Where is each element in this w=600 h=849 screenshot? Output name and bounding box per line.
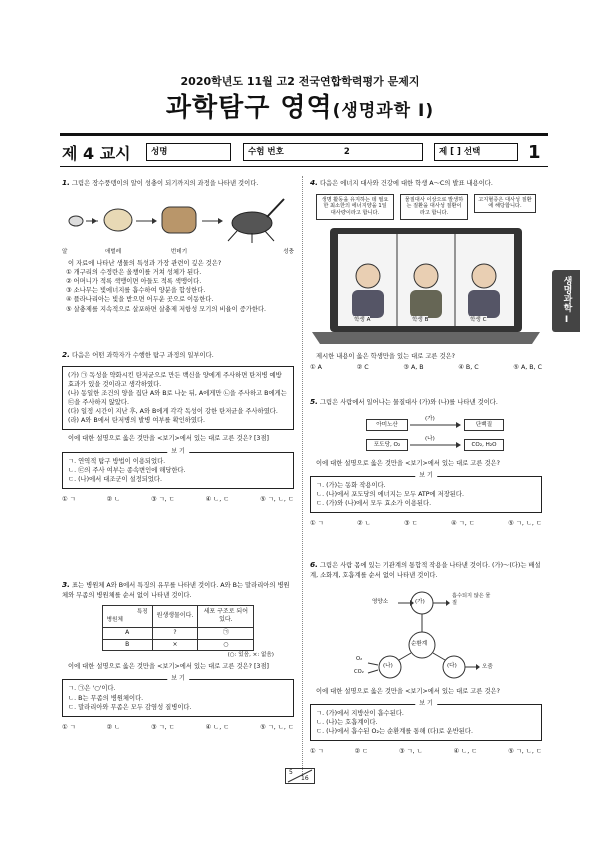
column-separator [302,176,303,776]
choice-1[interactable]: ① ㄱ [62,723,76,731]
exam-heading: 2020학년도 11월 고2 전국연합학력평가 문제지 [180,75,420,88]
amino-acid-box: 아미노산 [366,419,408,431]
option-4[interactable]: ④ 플라나리아는 빛을 받으면 어두운 곳으로 이동한다. [66,296,214,304]
student-a-label: 학생 A [354,316,371,323]
header-rule-bottom [60,166,548,167]
beetle-lifecycle-illustration [62,193,294,247]
choice-3[interactable]: ③ ㄱ, ㄴ [398,748,423,756]
co2-label: CO₂ [354,668,364,675]
choice-3[interactable]: ③ ㄷ [404,520,418,528]
choice-4[interactable]: ④ ㄱ, ㄷ [451,520,475,528]
name-field[interactable]: 성명 [146,143,231,161]
page-indicator: 5 16 [285,768,315,784]
answer-choices [62,495,294,504]
question-6: 6. 그림은 사람 몸에 있는 기관계의 통합적 작용을 나타낸 것이다. (가)～(다)는 배설계, 소화계, 호흡계를 순서 없이 나타낸 것이다. (가) 순환계 (나) (다) 영양소 흡수되지 않은 물질 O₂ CO₂ 오줌 이에 대한 설명으로 옳은 것만을 <보기>에서 있는 대로 고른 것은? 보 기 ㄱ. (가)에서 지방산이 흡수된다. ㄴ. (나)는 호흡계이다. ㄷ. (나)에서 흡수된 O₂는 순환계를 통해 (다)로 운반된다. ① ㄱ ② ㄷ ③ ㄱ, ㄴ ④ ㄴ, ㄷ ⑤ ㄱ, ㄴ, ㄷ [310,560,542,756]
choice-5[interactable]: ⑤ ㄱ, ㄴ, ㄷ [260,723,294,731]
organ-system-diagram [310,583,542,687]
choice-2[interactable]: ② C [356,363,369,371]
pathogen-table: 특징 병원체 원생생물이다. 세포 구조로 되어 있다. A ? ㉠ B × ○ [102,605,255,651]
speech-bubble-a: 생명 활동을 유지하는 데 필요한 최소한의 에너지양을 1일 대사량이라고 합니다. [316,194,394,220]
choice-5[interactable]: ⑤ ㄱ, ㄴ, ㄷ [260,495,294,503]
question-3: 3. 표는 병원체 A와 B에서 특징의 유무를 나타낸 것이다. A와 B는 말라리아의 병원체와 무좀의 병원체를 순서 없이 나타낸 것이다. 특징 병원체 원생생물이다. 세포 구조로 되어 있다. A ? ㉠ B × ○ (○: 있음, ×: 없음) 이에 대한 설명으로 옳은 것만을 <보기>에서 있는 대로 고른 것은? [3점] 보 기 ㄱ. ㉠은 '○'이다. ㄴ. B는 무좀의 병원체이다. ㄷ. 말라리아와 무좀은 모두 감염성 질병이다. ① ㄱ ② ㄴ ③ ㄱ, ㄷ ④ ㄴ, ㄷ ⑤ ㄱ, ㄴ, ㄷ [62,580,294,731]
speech-bubble-b: 물질대사 이상으로 발생하는 질환을 대사성 질환이라고 합니다. [400,194,468,220]
unabsorbed-label: 흡수되지 않은 물질 [452,592,491,606]
header-rule [60,133,548,136]
question-1: 1. 그림은 장수풍뎅이의 알이 성충이 되기까지의 과정을 나타낸 것이다. 알 애벌레 번데기 성충 이 자료에 나타난 생물의 특성과 가장 관련이 깊은 것은? ① 개구리의 수정란은 올챙이를 거쳐 성체가 된다. ② 어머니가 적록 색맹이면 아들도 적록 색맹이다. ③ 소나무는 빛에너지를 흡수하여 양분을 합성한다. ④ 플라나리아는 빛을 받으면 어두운 곳으로 이동한다. ⑤ 살충제를 지속적으로 살포하면 살충제 저항성 모기의 비율이 증가한다. [62,178,294,313]
protein-box: 단백질 [464,419,504,431]
choice-1[interactable]: ① ㄱ [310,520,324,528]
question-4: 4. 다음은 에너지 대사와 건강에 대한 학생 A～C의 발표 내용이다. 생명 활동을 유지하는 데 필요한 최소한의 에너지양을 1일 대사량이라고 합니다. 물질대사 이상으로 발생하는 질환을 대사성 질환이라고 합니다. 고지혈증은 대사성 질환에 해당합니다. 학생 A 학생 B 학생 C 제시한 내용이 옳은 학생만을 있는 대로 고른 것은? ① A ② C ③ A, B ④ B, C ⑤ A, B, C [310,178,542,371]
larva-icon [104,209,132,231]
reaction-ga-label: (가) [425,415,435,422]
student-a-face-icon [356,264,380,288]
system-ga-label: (가) [415,598,425,605]
system-da-label: (다) [447,662,457,669]
choice-4[interactable]: ④ ㄴ, ㄷ [205,495,230,503]
bogi-box: 보 기 ㄱ. 연역적 탐구 방법이 이용되었다. ㄴ. ㉢의 주사 여부는 종속변인에 해당한다. ㄷ. (나)에서 대조군이 설정되었다. [62,452,294,489]
choice-1[interactable]: ① ㄱ [310,748,324,756]
reaction-na-label: (나) [425,435,435,442]
question-5: 5. 그림은 사람에서 일어나는 물질대사 (가)와 (나)를 나타낸 것이다. 아미노산 (가) 단백질 포도당, O₂ (나) CO₂, H₂O 이에 대한 설명으로 옳은 것만을 <보기>에서 있는 대로 고른 것은? 보 기 ㄱ. (가)는 동화 작용이다. ㄴ. (나)에서 포도당의 에너지는 모두 ATP에 저장된다. ㄷ. (가)와 (나)에서 모두 효소가 이용된다. ① ㄱ ② ㄴ ③ ㄷ ④ ㄱ, ㄷ ⑤ ㄱ, ㄴ, ㄷ [310,397,542,528]
pupa-icon [162,207,196,233]
bogi-box: 보 기 ㄱ. (가)는 동화 작용이다. ㄴ. (나)에서 포도당의 에너지는 모두 ATP에 저장된다. ㄷ. (가)와 (나)에서 모두 효소가 이용된다. [310,476,542,513]
choice-2[interactable]: ② ㄷ [354,748,369,756]
answer-choices [62,723,294,732]
subject-side-tab: 생명과학 Ⅰ [552,270,580,332]
student-c-body-icon [468,290,500,318]
choice-5[interactable]: ⑤ ㄱ, ㄴ, ㄷ [508,520,542,528]
circulatory-label: 순환계 [411,640,428,647]
student-c-face-icon [472,264,496,288]
nutrient-label: 영양소 [372,598,389,605]
glucose-box: 포도당, O₂ [366,439,408,451]
o2-label: O₂ [356,655,363,662]
bogi-box: 보 기 ㄱ. ㉠은 '○'이다. ㄴ. B는 무좀의 병원체이다. ㄷ. 말라리아와 무좀은 모두 감염성 질병이다. [62,679,294,716]
bogi-box: 보 기 ㄱ. (가)에서 지방산이 흡수된다. ㄴ. (나)는 호흡계이다. ㄷ. (나)에서 흡수된 O₂는 순환계를 통해 (다)로 운반된다. [310,704,542,741]
option-2[interactable]: ② 어머니가 적록 색맹이면 아들도 적록 색맹이다. [66,278,202,286]
choice-4[interactable]: ④ B, C [458,363,479,371]
subject-title: 과학탐구 영역(생명과학 Ⅰ) [165,93,435,123]
exam-number-field[interactable]: 수험 번호 2 [243,143,423,161]
metabolism-diagram [310,411,542,459]
choice-3[interactable]: ③ ㄱ, ㄷ [150,495,175,503]
option-1[interactable]: ① 개구리의 수정란은 올챙이를 거쳐 성체가 된다. [66,269,202,277]
laptop-illustration [310,192,542,350]
student-b-face-icon [414,264,438,288]
co2-h2o-box: CO₂, H₂O [464,439,504,451]
system-na-label: (나) [383,662,393,669]
question-2: 2. 다음은 어떤 과학자가 수행한 탐구 과정의 일부이다. (가) ㉠ 독성을 약화시킨 탄저균으로 만든 백신을 양에게 주사하면 탄저병 예방 효과가 있을 것이라고 생각하였다. (나) 동일한 조건의 양을 집단 A와 B로 나눈 뒤, A에게만 ㉡을 주사하고 B에게는 ㉢을 주사하지 않았다. (다) 일정 시간이 지난 후, A와 B에게 각각 독성이 강한 탄저균을 주사하였다. (라) A와 B에서 탄저병의 발병 여부를 확인하였다. 이에 대한 설명으로 옳은 것만을 <보기>에서 있는 대로 고른 것은? [3점] 보 기 ㄱ. 연역적 탐구 방법이 이용되었다. ㄴ. ㉢의 주사 여부는 종속변인에 해당한다. ㄷ. (나)에서 대조군이 설정되었다. ① ㄱ ② ㄴ ③ ㄱ, ㄷ ④ ㄴ, ㄷ ⑤ ㄱ, ㄴ, ㄷ [62,350,294,503]
choice-4[interactable]: ④ ㄴ, ㄷ [453,748,478,756]
answer-choices [310,363,542,372]
choice-3[interactable]: ③ A, B [403,363,424,371]
speech-bubble-c: 고지혈증은 대사성 질환에 해당합니다. [474,194,536,214]
choice-1[interactable]: ① ㄱ [62,495,76,503]
answer-choices [310,519,542,528]
choice-1[interactable]: ① A [310,363,322,371]
choice-4[interactable]: ④ ㄴ, ㄷ [205,723,230,731]
student-c-label: 학생 C [470,316,487,323]
option-5[interactable]: ⑤ 살충제를 지속적으로 살포하면 살충제 저항성 모기의 비율이 증가한다. [66,305,267,313]
choice-5[interactable]: ⑤ ㄱ, ㄴ, ㄷ [508,748,542,756]
choice-2[interactable]: ② ㄴ [357,520,371,528]
choice-field[interactable]: 제 [ ] 선택 [434,143,518,161]
adult-beetle-icon [232,212,272,234]
choice-2[interactable]: ② ㄴ [106,495,121,503]
egg-icon [69,216,83,226]
choice-2[interactable]: ② ㄴ [106,723,121,731]
student-b-body-icon [410,290,442,318]
session-label: 제 4 교시 [62,144,131,163]
page-number-big: 1 [528,142,541,163]
urine-label: 오줌 [482,663,493,670]
choice-5[interactable]: ⑤ A, B, C [513,363,542,371]
choice-3[interactable]: ③ ㄱ, ㄷ [150,723,175,731]
answer-choices [310,747,542,756]
student-a-body-icon [352,290,384,318]
procedure-box: (가) ㉠ 독성을 약화시킨 탄저균으로 만든 백신을 양에게 주사하면 탄저병 예방 효과가 있을 것이라고 생각하였다. (나) 동일한 조건의 양을 집단 A와 B로 나눈 뒤, A에게만 ㉡을 주사하고 B에게는 ㉢을 주사하지 않았다. (다) 일정 시간이 지난 후, A와 B에게 각각 독성이 강한 탄저균을 주사하였다. (라) A와 B에서 탄저병의 발병 여부를 확인하였다. [62,366,294,431]
options-list [62,268,294,314]
student-b-label: 학생 B [412,316,429,323]
option-3[interactable]: ③ 소나무는 빛에너지를 흡수하여 양분을 합성한다. [66,287,206,295]
